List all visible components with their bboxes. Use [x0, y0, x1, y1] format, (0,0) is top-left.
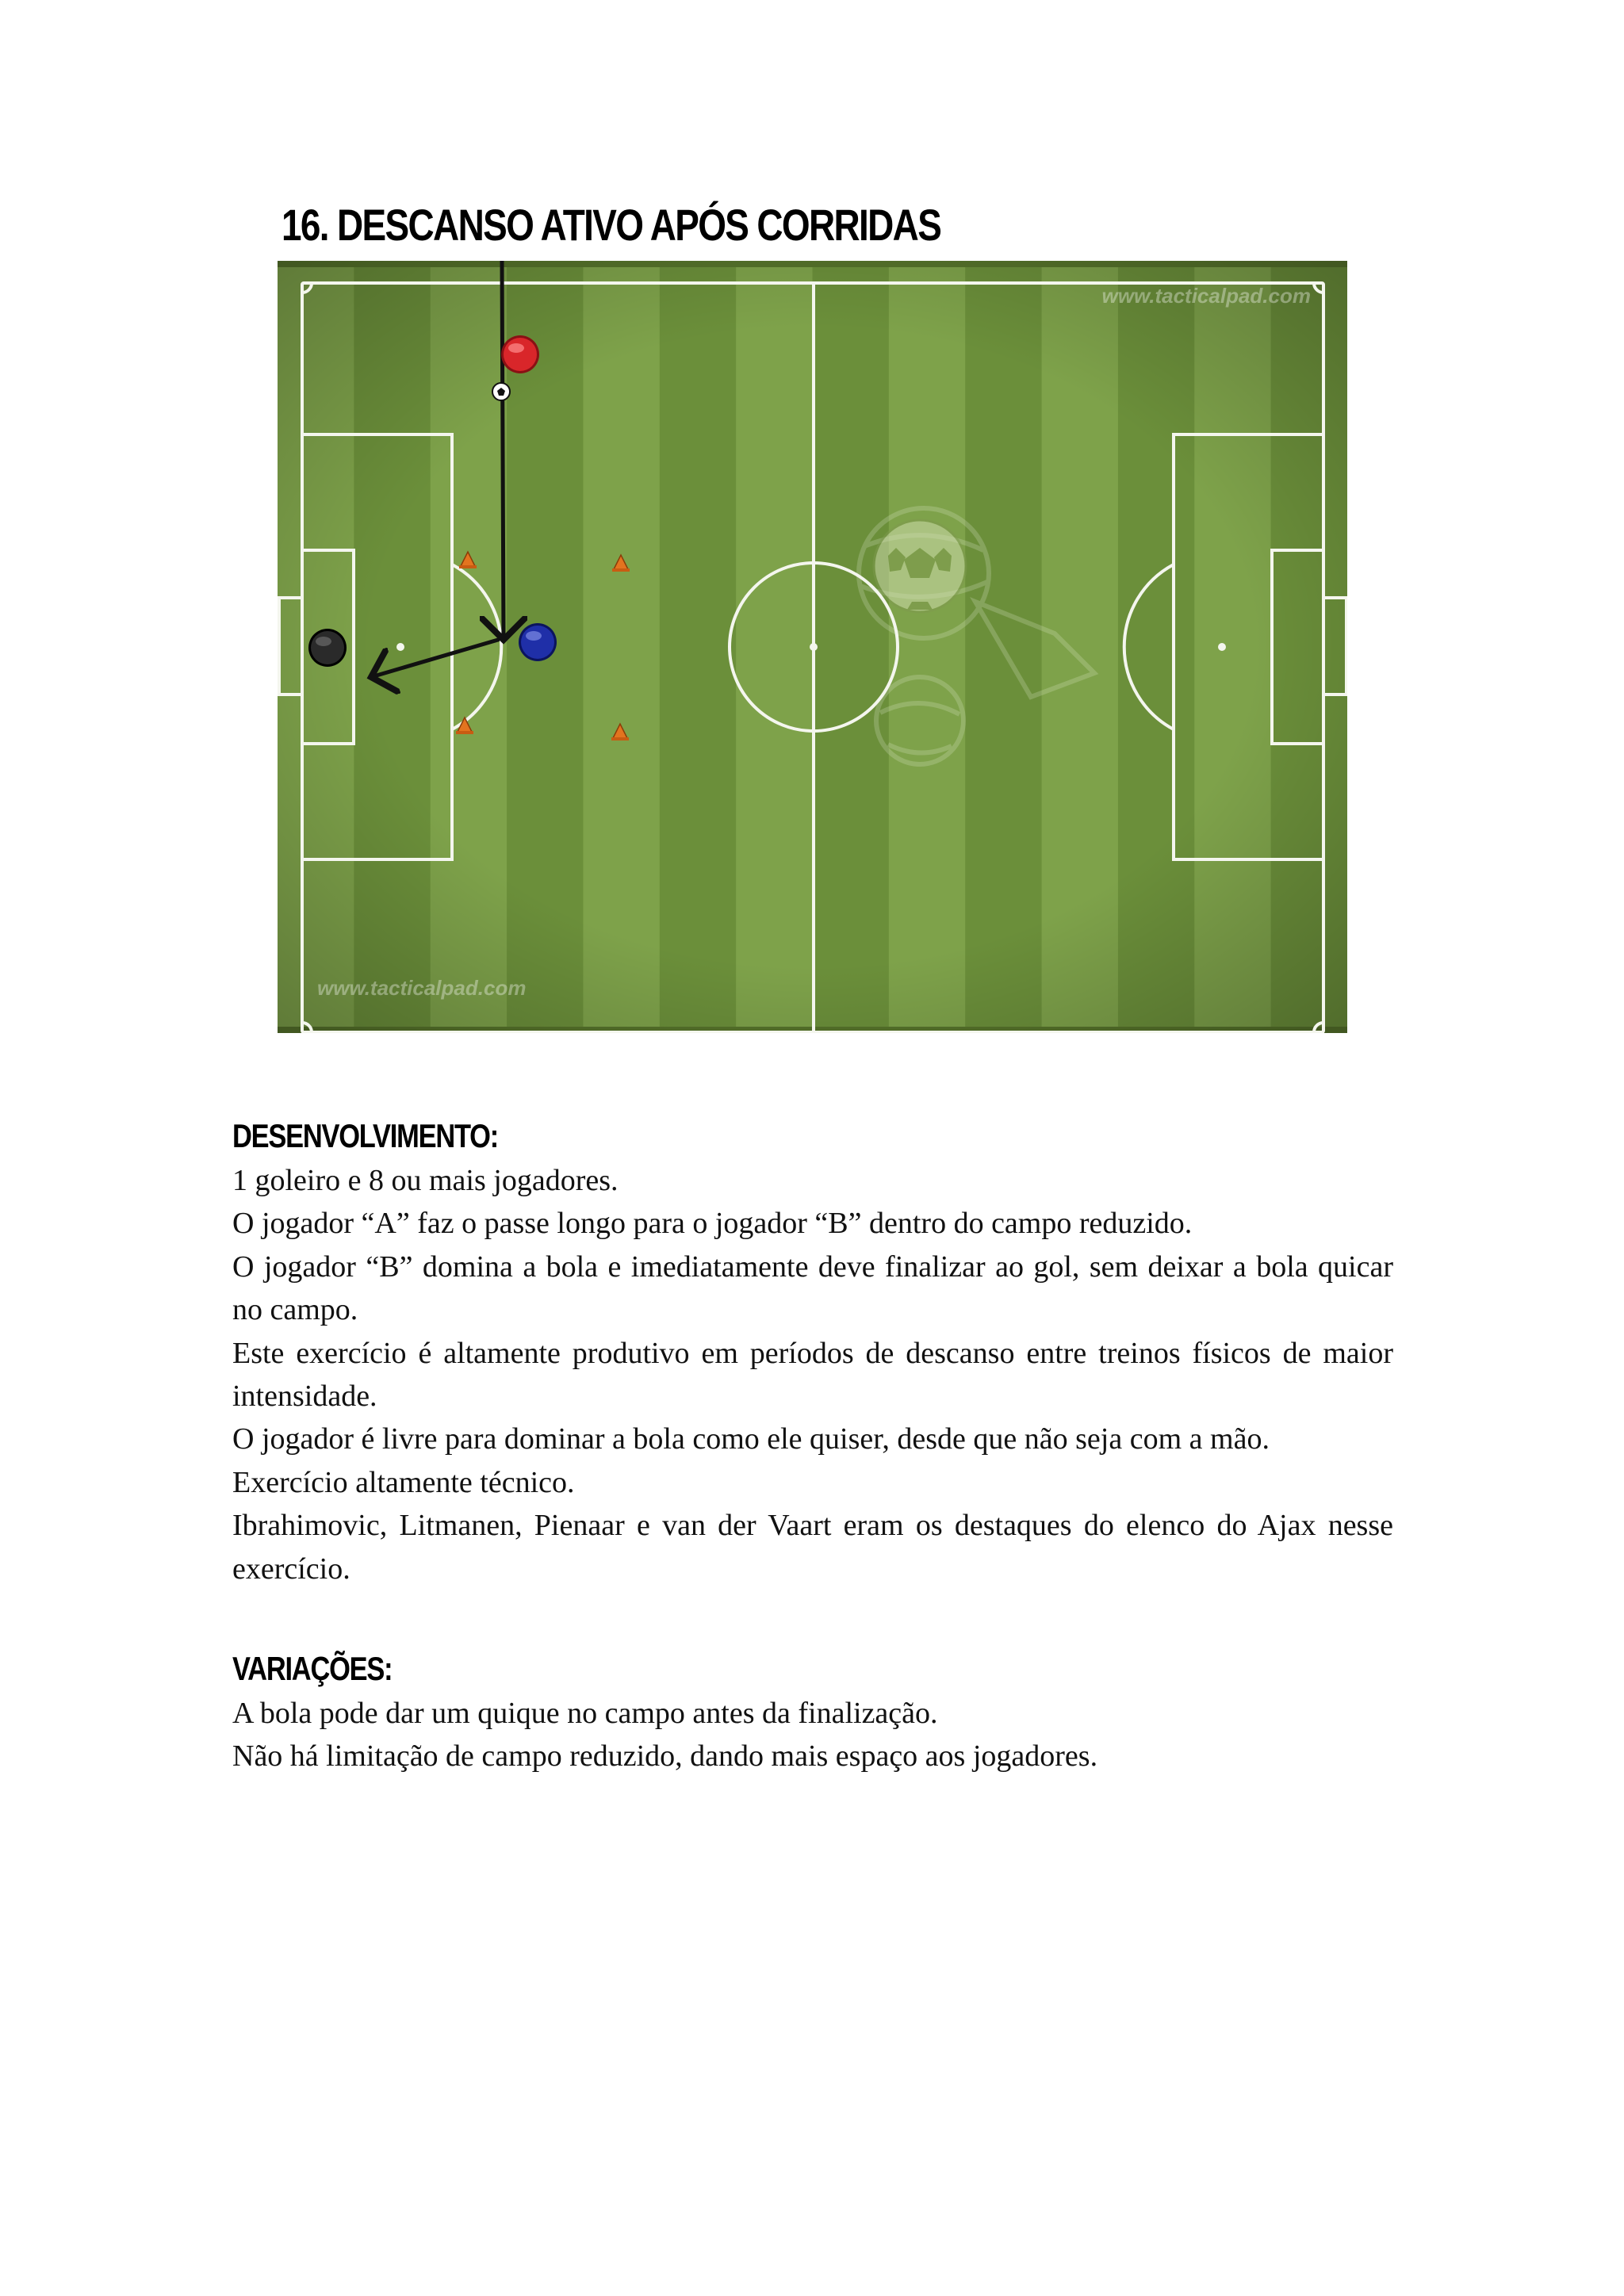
- page-title: 16. DESCANSO ATIVO APÓS CORRIDAS: [282, 200, 941, 250]
- section-heading-desenvolvimento: DESENVOLVIMENTO:: [232, 1117, 498, 1154]
- paragraph: Não há limitação de campo reduzido, dando mais espaço aos jogadores.: [232, 1739, 1098, 1774]
- variacoes-text: [232, 1692, 1393, 1778]
- paragraph: Ibrahimovic, Litmanen, Pienaar e van der Vaart eram os destaques do elenco do Ajax nesse exercício.: [232, 1509, 1393, 1586]
- paragraph: Este exercício é altamente produtivo em períodos de descanso entre treinos físicos de maior intensidade.: [232, 1336, 1393, 1414]
- paragraph: O jogador “A” faz o passe longo para o jogador “B” dentro do campo reduzido.: [232, 1207, 1193, 1241]
- desenvolvimento-text: [232, 1159, 1393, 1590]
- paragraph: Exercício altamente técnico.: [232, 1465, 575, 1499]
- paragraph: 1 goleiro e 8 ou mais jogadores.: [232, 1164, 619, 1197]
- paragraph: A bola pode dar um quique no campo antes da finalização.: [232, 1697, 938, 1730]
- watermark-top: www.tacticalpad.com: [1101, 284, 1311, 308]
- player-a-token: [501, 335, 539, 373]
- pitch-svg: [278, 261, 1347, 1033]
- long-pass-arrow: [502, 261, 504, 640]
- watermark-bottom: www.tacticalpad.com: [317, 976, 527, 1000]
- paragraph: O jogador “B” domina a bola e imediatamente deve finalizar ao gol, sem deixar a bola quicar no campo.: [232, 1249, 1393, 1327]
- player-b-token: [519, 623, 557, 661]
- watermark-football-icon: [874, 520, 966, 612]
- section-heading-variacoes: VARIAÇÕES:: [232, 1650, 393, 1687]
- soccer-ball-icon: [492, 383, 510, 400]
- tactical-diagram: [278, 261, 1347, 1033]
- paragraph: O jogador é livre para dominar a bola como ele quiser, desde que não seja com a mão.: [232, 1422, 1270, 1456]
- goalkeeper-token: [308, 629, 347, 667]
